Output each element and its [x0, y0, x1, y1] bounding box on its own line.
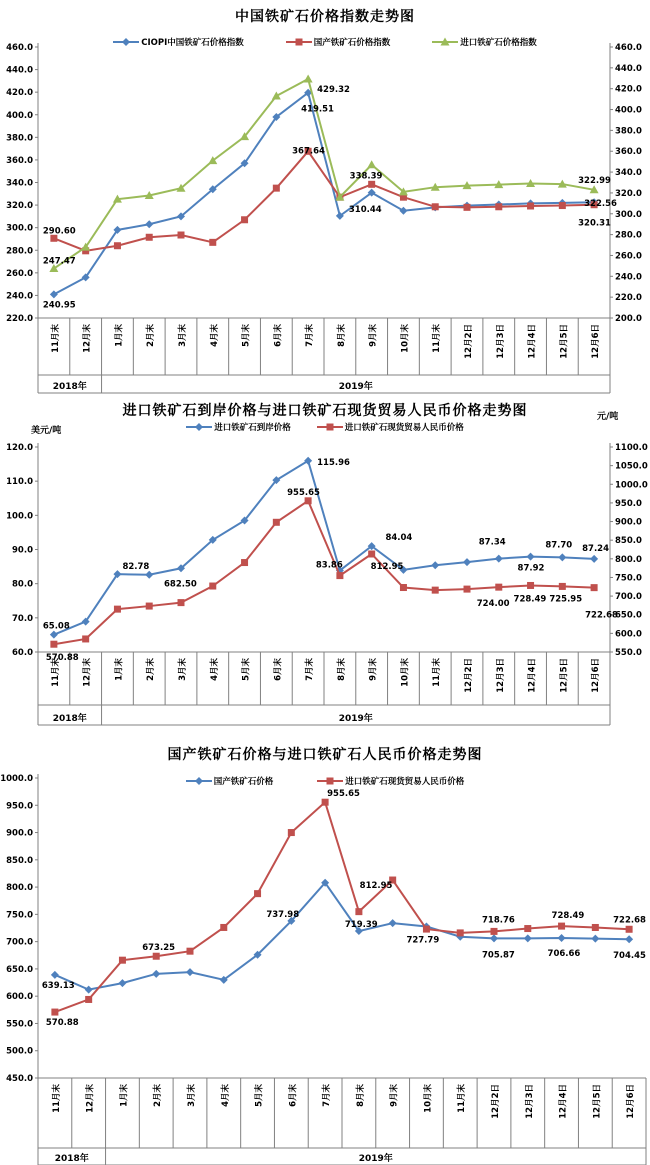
- y-axis-right-tick-label: 380.0: [615, 126, 642, 137]
- y-axis-left-tick-label: 800.0: [6, 883, 33, 894]
- data-label: 728.49: [551, 911, 585, 922]
- x-tick-label: 12月4日: [527, 324, 538, 359]
- data-point-square: [558, 923, 565, 930]
- x-tick-label: 12月末: [82, 658, 93, 687]
- data-label: 955.65: [287, 487, 320, 498]
- y-axis-left-tick-label: 1000.0: [0, 774, 33, 784]
- x-tick-label: 12月末: [85, 1084, 96, 1113]
- data-label: 115.96: [317, 457, 350, 468]
- data-label: 718.76: [482, 915, 515, 926]
- data-point-square: [82, 635, 89, 642]
- data-point-diamond: [186, 968, 194, 976]
- plot-area: [6, 43, 642, 393]
- data-label: 320.31: [578, 218, 611, 229]
- year-label: 2019年: [338, 382, 373, 392]
- legend-label: CIOPI中国铁矿石价格指数: [141, 38, 244, 48]
- line-chart-canvas: [0, 0, 650, 395]
- data-point-square: [254, 890, 261, 897]
- data-point-diamond: [50, 290, 58, 298]
- data-point-square: [432, 587, 439, 594]
- x-tick-label: 7月末: [305, 324, 316, 347]
- y-axis-right-tick-label: 440.0: [615, 63, 642, 74]
- x-tick-label: 12月6日: [626, 1084, 637, 1119]
- plot-area: [6, 443, 648, 725]
- y-axis-right-tick-label: 1000.0: [615, 480, 648, 491]
- data-label: 673.25: [142, 943, 176, 954]
- data-label: 87.34: [478, 537, 506, 548]
- y-axis-right-tick-label: 460.0: [615, 43, 642, 53]
- data-point-diamond: [431, 561, 439, 569]
- x-tick-label: 1月末: [119, 1084, 130, 1107]
- data-label: 639.13: [41, 980, 75, 991]
- data-point-square: [322, 799, 329, 806]
- y-axis-left-tick-label: 80.0: [12, 579, 33, 590]
- x-tick-label: 3月末: [178, 324, 188, 347]
- x-tick-label: 9月末: [368, 658, 379, 681]
- data-point-square: [51, 1009, 58, 1016]
- y-axis-right-tick-label: 550.0: [615, 648, 642, 658]
- x-tick-label: 6月末: [288, 1084, 299, 1107]
- data-label: 87.24: [582, 543, 610, 554]
- y-axis-right-tick-label: 200.0: [615, 314, 642, 324]
- x-tick-label: 2月末: [146, 658, 157, 681]
- x-tick-label: 10月末: [400, 324, 411, 353]
- y-axis-right-tick-label: 650.0: [615, 610, 642, 621]
- x-tick-label: 4月末: [220, 1084, 231, 1107]
- y-axis-right-tick-label: 850.0: [615, 536, 642, 547]
- x-tick-label: 11月末: [457, 1084, 468, 1113]
- y-axis-left-tick-label: 100.0: [6, 511, 33, 522]
- data-label: 247.47: [42, 256, 76, 267]
- x-tick-label: 12月5日: [559, 324, 570, 359]
- data-point-diamond: [625, 935, 633, 943]
- data-point-square: [423, 926, 430, 933]
- data-label: 737.98: [266, 909, 300, 920]
- y-axis-right-tick-label: 800.0: [615, 554, 642, 565]
- data-point-square: [209, 239, 216, 246]
- y-axis-left-tick-label: 440.0: [6, 65, 33, 76]
- y-axis-left-tick-label: 320.0: [6, 201, 33, 212]
- y-axis-right-tick-label: 950.0: [615, 498, 642, 509]
- data-label: 240.95: [42, 300, 76, 311]
- y-axis-right-tick-label: 280.0: [615, 230, 642, 241]
- x-tick-label: 6月末: [273, 324, 284, 347]
- x-tick-label: 1月末: [114, 324, 125, 347]
- y-axis-left-tick-label: 550.0: [6, 1019, 33, 1030]
- data-label: 84.04: [385, 532, 413, 543]
- data-point-square: [355, 908, 362, 915]
- legend-label: 国产铁矿石价格: [213, 777, 274, 787]
- y-axis-left-tick-label: 60.0: [12, 648, 33, 658]
- data-label: 82.78: [122, 562, 150, 573]
- data-label: 87.92: [517, 563, 545, 574]
- data-point-square: [400, 584, 407, 591]
- y-axis-left-tick-label: 260.0: [6, 268, 33, 279]
- x-tick-label: 11月末: [50, 658, 61, 687]
- data-label: 322.99: [578, 175, 611, 186]
- chart-title: 进口铁矿石到岸价格与进口铁矿石现货贸易人民币价格走势图: [122, 403, 528, 419]
- chart-domestic-vs-import: [0, 735, 650, 1165]
- data-point-square: [146, 603, 153, 610]
- data-point-square: [464, 204, 471, 211]
- data-point-square: [626, 926, 633, 933]
- y-axis-left-tick-label: 460.0: [6, 43, 33, 53]
- data-label: 322.56: [584, 199, 617, 210]
- data-point-diamond: [399, 207, 407, 215]
- data-point-diamond: [152, 970, 160, 978]
- chart-import-price: [0, 395, 650, 735]
- data-point-diamond: [50, 631, 58, 639]
- y-axis-right-tick-label: 1100.0: [615, 443, 648, 453]
- series-line-square: [54, 151, 594, 251]
- x-tick-label: 7月末: [322, 1084, 333, 1107]
- year-label: 2019年: [358, 1154, 393, 1164]
- data-point-square: [241, 216, 248, 223]
- data-point-square: [209, 583, 216, 590]
- y-axis-right-tick-label: 340.0: [615, 168, 642, 179]
- x-tick-label: 12月3日: [495, 324, 506, 359]
- data-label: 724.00: [476, 599, 510, 610]
- data-point-square: [368, 181, 375, 188]
- line-chart-canvas: [0, 395, 650, 735]
- data-point-diamond: [524, 934, 532, 942]
- data-point-square: [491, 928, 498, 935]
- data-point-triangle: [367, 160, 376, 168]
- x-tick-label: 5月末: [241, 658, 252, 681]
- x-tick-label: 8月末: [336, 658, 347, 681]
- y-axis-left-tick-label: 750.0: [6, 910, 33, 921]
- y-axis-left-tick-label: 450.0: [6, 1074, 33, 1084]
- data-point-diamond: [463, 558, 471, 566]
- data-point-square: [153, 953, 160, 960]
- y-axis-left-tick-label: 380.0: [6, 133, 33, 144]
- data-point-diamond: [389, 919, 397, 927]
- data-label: 570.88: [45, 1018, 79, 1029]
- y-axis-right-tick-label: 1050.0: [615, 461, 648, 472]
- x-tick-label: 2月末: [146, 324, 157, 347]
- y-axis-right-tick-label: 320.0: [615, 188, 642, 199]
- y-axis-left-tick-label: 360.0: [6, 155, 33, 166]
- y-axis-left-tick-label: 850.0: [6, 855, 33, 866]
- data-label: 83.86: [315, 560, 343, 571]
- year-label: 2018年: [54, 1154, 89, 1164]
- data-label: 725.95: [549, 594, 583, 605]
- x-tick-label: 12月6日: [591, 658, 602, 693]
- y-axis-left-tick-label: 650.0: [6, 964, 33, 975]
- x-tick-label: 6月末: [273, 658, 284, 681]
- x-tick-label: 12月3日: [524, 1084, 535, 1119]
- data-label: 419.51: [301, 104, 334, 115]
- y-axis-right-tick-label: 900.0: [615, 517, 642, 528]
- data-point-square: [305, 497, 312, 504]
- chart-ciopi-index: [0, 0, 650, 395]
- data-point-triangle: [304, 74, 313, 82]
- data-point-diamond: [591, 935, 599, 943]
- data-label: 722.68: [585, 610, 618, 621]
- data-point-square: [368, 550, 375, 557]
- data-point-diamond: [85, 986, 93, 994]
- y-axis-left-tick-label: 220.0: [6, 314, 33, 324]
- y-axis-left-tick-label: 500.0: [6, 1046, 33, 1057]
- data-label: 722.68: [613, 915, 646, 926]
- x-tick-label: 3月末: [187, 1084, 197, 1107]
- y-axis-right-tick-label: 360.0: [615, 147, 642, 158]
- data-point-square: [241, 559, 248, 566]
- series-line-diamond: [54, 461, 594, 635]
- data-point-square: [432, 203, 439, 210]
- data-point-square: [559, 202, 566, 209]
- y-axis-left-tick-label: 110.0: [6, 477, 33, 488]
- data-point-square: [146, 234, 153, 241]
- legend-label: 进口铁矿石现货贸易人民币价格: [345, 777, 465, 787]
- data-label: 728.49: [513, 594, 547, 605]
- data-point-diamond: [558, 934, 566, 942]
- data-point-square: [178, 599, 185, 606]
- x-tick-label: 11月末: [432, 658, 443, 687]
- x-tick-label: 11月末: [50, 324, 61, 353]
- x-tick-label: 12月2日: [491, 1084, 501, 1119]
- x-tick-label: 11月末: [51, 1084, 62, 1113]
- data-point-square: [119, 957, 126, 964]
- data-point-square: [495, 203, 502, 210]
- data-point-diamond: [490, 934, 498, 942]
- x-tick-label: 2月末: [153, 1084, 164, 1107]
- data-point-square: [524, 925, 531, 932]
- year-label: 2019年: [338, 714, 373, 724]
- data-point-square: [50, 641, 57, 648]
- data-label: 367.64: [292, 146, 325, 157]
- series-line-diamond: [54, 93, 594, 295]
- data-point-diamond: [590, 555, 598, 563]
- data-label: 704.45: [613, 951, 646, 962]
- y-axis-left-tick-label: 900.0: [6, 828, 33, 839]
- x-tick-label: 12月4日: [558, 1084, 569, 1119]
- data-point-diamond: [51, 971, 59, 979]
- left-axis-unit-label: 美元/吨: [31, 426, 62, 436]
- data-point-square: [559, 583, 566, 590]
- data-point-square: [527, 582, 534, 589]
- x-tick-label: 1月末: [114, 658, 125, 681]
- y-axis-left-tick-label: 600.0: [6, 992, 33, 1003]
- data-point-square: [592, 924, 599, 931]
- y-axis-right-tick-label: 260.0: [615, 251, 642, 262]
- y-axis-left-tick-label: 280.0: [6, 246, 33, 257]
- x-tick-label: 5月末: [241, 324, 252, 347]
- x-tick-label: 10月末: [423, 1084, 434, 1113]
- data-point-square: [114, 242, 121, 249]
- y-axis-left-tick-label: 70.0: [12, 613, 33, 624]
- data-point-square: [288, 829, 295, 836]
- x-tick-label: 7月末: [305, 658, 316, 681]
- data-point-diamond: [527, 553, 535, 561]
- data-label: 812.95: [370, 561, 404, 572]
- data-label: 429.32: [317, 84, 350, 95]
- year-label: 2018年: [52, 714, 87, 724]
- x-tick-label: 12月6日: [591, 324, 602, 359]
- data-point-square: [457, 929, 464, 936]
- x-tick-label: 8月末: [336, 324, 347, 347]
- data-point-diamond: [558, 553, 566, 561]
- data-point-triangle: [272, 91, 281, 99]
- year-label: 2018年: [52, 382, 87, 392]
- line-chart-canvas: [0, 735, 650, 1165]
- data-point-square: [220, 924, 227, 931]
- data-point-square: [273, 185, 280, 192]
- legend-label: 进口铁矿石价格指数: [460, 38, 537, 48]
- data-point-square: [464, 586, 471, 593]
- x-tick-label: 11月末: [432, 324, 443, 353]
- x-tick-label: 9月末: [389, 1084, 400, 1107]
- data-point-square: [591, 584, 598, 591]
- data-label: 719.39: [344, 920, 378, 931]
- data-point-diamond: [118, 979, 126, 987]
- x-tick-label: 3月末: [178, 658, 188, 681]
- x-tick-label: 4月末: [209, 658, 220, 681]
- x-tick-label: 10月末: [400, 658, 411, 687]
- data-label: 727.79: [406, 935, 440, 946]
- x-tick-label: 12月3日: [495, 658, 506, 693]
- data-label: 705.87: [482, 950, 515, 961]
- y-axis-right-tick-label: 600.0: [615, 629, 642, 640]
- data-label: 955.65: [327, 789, 360, 800]
- y-axis-right-tick-label: 700.0: [615, 592, 642, 603]
- legend-label: 国产铁矿石价格指数: [313, 38, 391, 48]
- data-point-square: [178, 232, 185, 239]
- data-point-square: [527, 202, 534, 209]
- data-label: 338.39: [349, 171, 383, 182]
- y-axis-left-tick-label: 240.0: [6, 291, 33, 302]
- data-point-square: [85, 996, 92, 1003]
- y-axis-right-tick-label: 400.0: [615, 105, 642, 116]
- data-label: 682.50: [164, 579, 197, 590]
- y-axis-left-tick-label: 90.0: [12, 545, 33, 556]
- y-axis-left-tick-label: 700.0: [6, 937, 33, 948]
- x-tick-label: 12月4日: [527, 658, 538, 693]
- data-label: 87.70: [545, 540, 573, 551]
- data-point-square: [495, 584, 502, 591]
- chart-title: 国产铁矿石价格与进口铁矿石人民币价格走势图: [167, 747, 483, 763]
- x-tick-label: 12月末: [82, 324, 93, 353]
- right-axis-unit-label: 元/吨: [597, 412, 619, 422]
- y-axis-left-tick-label: 950.0: [6, 801, 33, 812]
- x-tick-label: 9月末: [368, 324, 379, 347]
- x-tick-label: 12月2日: [464, 324, 474, 359]
- data-point-square: [336, 572, 343, 579]
- y-axis-right-tick-label: 240.0: [615, 272, 642, 283]
- data-label: 310.44: [348, 204, 382, 215]
- chart-title: 中国铁矿石价格指数走势图: [235, 9, 415, 25]
- y-axis-left-tick-label: 420.0: [6, 88, 33, 99]
- data-label: 290.60: [42, 226, 76, 237]
- x-tick-label: 12月2日: [464, 658, 474, 693]
- legend-label: 进口铁矿石到岸价格: [214, 423, 291, 433]
- x-tick-label: 8月末: [355, 1084, 366, 1107]
- x-tick-label: 12月5日: [592, 1084, 603, 1119]
- x-tick-label: 12月5日: [559, 658, 570, 693]
- y-axis-left-tick-label: 340.0: [6, 178, 33, 189]
- data-point-square: [273, 519, 280, 526]
- data-point-diamond: [495, 555, 503, 563]
- data-point-square: [187, 948, 194, 955]
- series-line-diamond: [55, 883, 629, 990]
- y-axis-right-tick-label: 300.0: [615, 209, 642, 220]
- data-label: 570.88: [45, 653, 79, 664]
- data-point-square: [114, 606, 121, 613]
- plot-area: [0, 774, 646, 1165]
- x-tick-label: 4月末: [209, 324, 220, 347]
- y-axis-left-tick-label: 120.0: [6, 443, 33, 453]
- data-point-diamond: [145, 220, 153, 228]
- y-axis-right-tick-label: 220.0: [615, 293, 642, 304]
- y-axis-right-tick-label: 420.0: [615, 84, 642, 95]
- y-axis-left-tick-label: 400.0: [6, 110, 33, 121]
- y-axis-right-tick-label: 750.0: [615, 573, 642, 584]
- legend-label: 进口铁矿石现货贸易人民币价格: [344, 423, 464, 433]
- data-label: 706.66: [547, 949, 581, 960]
- y-axis-left-tick-label: 300.0: [6, 223, 33, 234]
- series-line-square: [54, 501, 594, 644]
- x-tick-label: 5月末: [254, 1084, 265, 1107]
- data-label: 65.08: [42, 621, 70, 632]
- data-label: 812.95: [359, 881, 393, 892]
